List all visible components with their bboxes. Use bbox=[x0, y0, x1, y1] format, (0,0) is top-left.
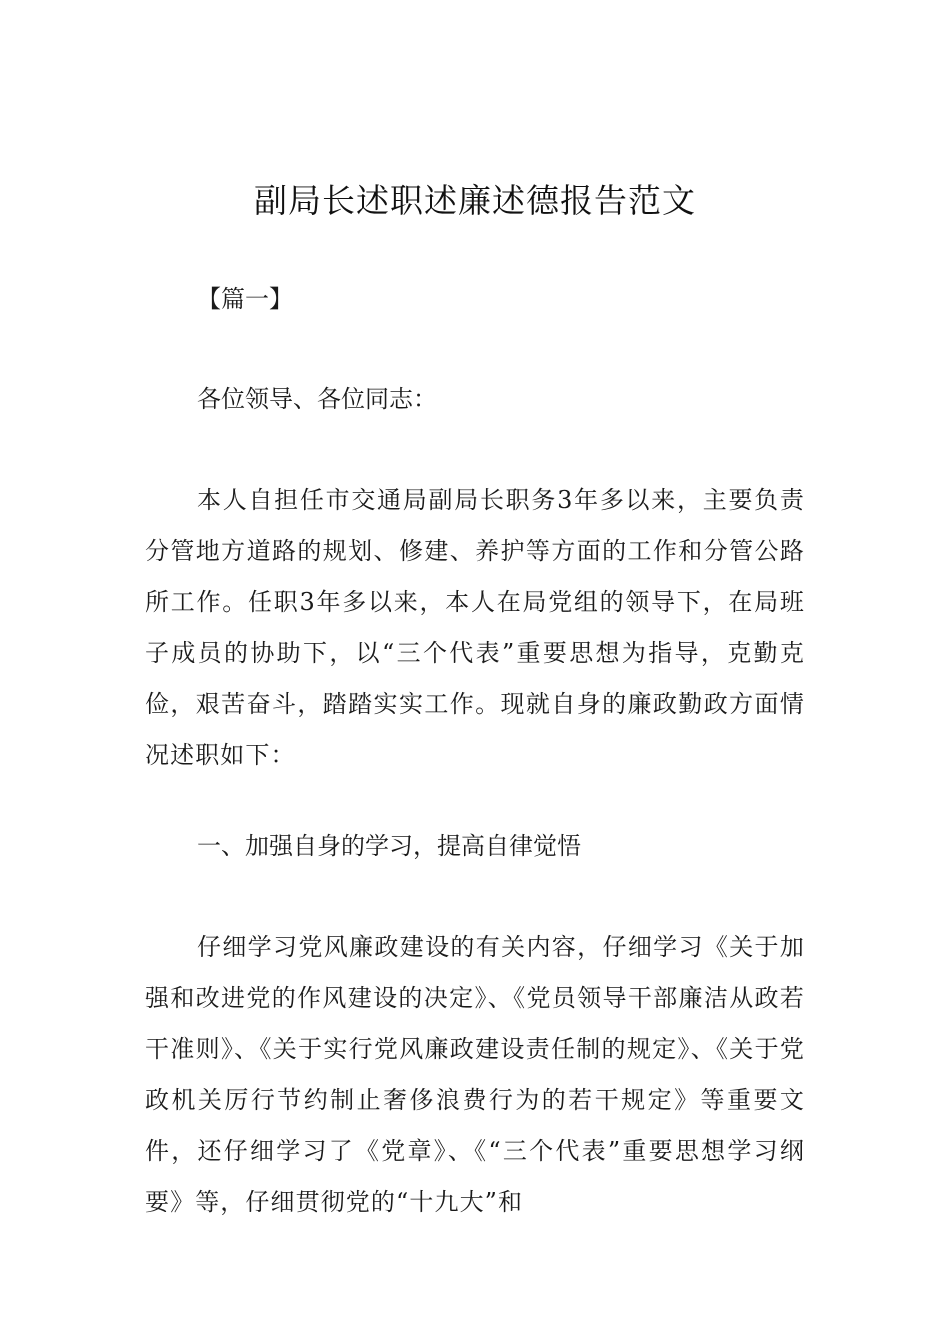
document-title: 副局长述职述廉述德报告范文 bbox=[254, 181, 696, 220]
body-paragraph-2: 仔细学习党风廉政建设的有关内容，仔细学习《关于加强和改进党的作风建设的决定》、《党员领导干部廉洁从政若干准则》、《关于实行党风廉政建设责任制的规定》、《关于党政机关厉行节约制止奢侈浪费行为的若干规定》等重要文件，还仔细学习了《党章》、《“三个代表”重要思想学习纲要》等，仔细贯彻党的“十九大”和 bbox=[145, 933, 805, 1216]
salutation: 各位领导、各位同志： bbox=[197, 385, 437, 413]
section-label: 【篇一】 bbox=[197, 285, 293, 313]
body-paragraph-1: 本人自担任市交通局副局长职务3年多以来，主要负责分管地方道路的规划、修建、养护等方面的工作和分管公路所工作。任职3年多以来，本人在局党组的领导下，在局班子成员的协助下，以“三个代表”重要思想为指导，克勤克俭，艰苦奋斗，踏踏实实工作。现就自身的廉政勤政方面情况述职如下： bbox=[145, 486, 805, 769]
section-heading-1: 一、加强自身的学习，提高自律觉悟 bbox=[197, 832, 581, 860]
